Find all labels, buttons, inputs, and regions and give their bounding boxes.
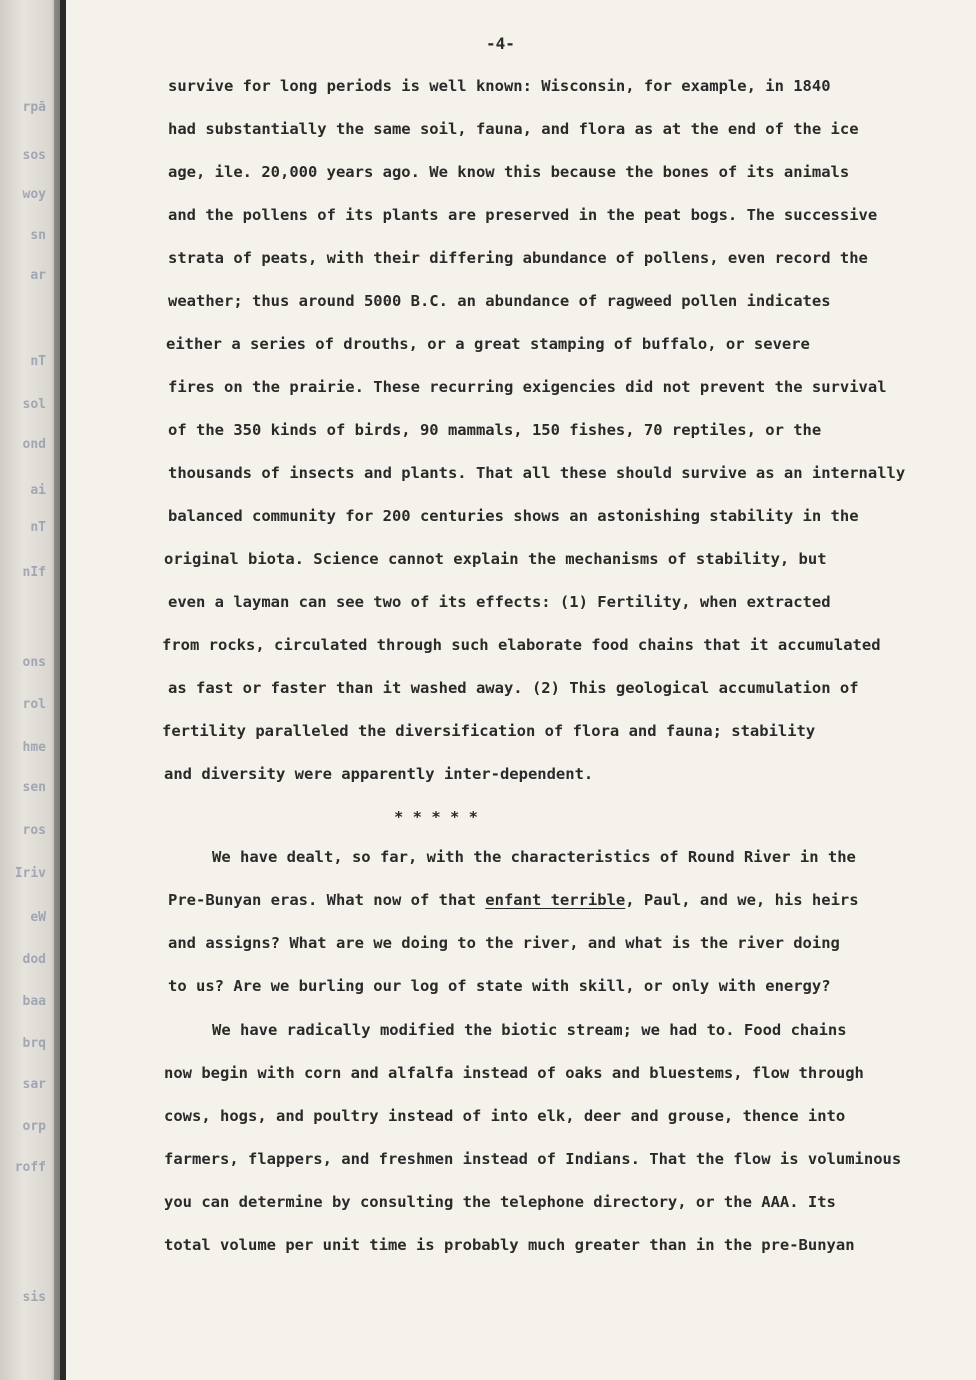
bleed-through-fragment: baa (22, 994, 46, 1009)
bleed-through-fragment: sol (22, 397, 46, 412)
bleed-through-fragment: orp (22, 1119, 46, 1134)
text-line: and assigns? What are we doing to the river, and what is the river doing (168, 934, 840, 952)
bleed-through-fragment: roff (14, 1160, 46, 1175)
text-line: age, ile. 20,000 years ago. We know this because the bones of its animals (168, 163, 850, 181)
text-line: you can determine by consulting the telephone directory, or the AAA. Its (164, 1193, 836, 1211)
text-line: original biota. Science cannot explain the mechanisms of stability, but (164, 550, 827, 568)
text-line: cows, hogs, and poultry instead of into elk, deer and grouse, thence into (164, 1107, 846, 1125)
bleed-through-fragment: sen (22, 780, 46, 795)
text-line: and diversity were apparently inter-dependent. (164, 765, 594, 783)
bleed-through-fragment: sos (22, 148, 46, 163)
bleed-through-fragment: nIf (22, 565, 46, 580)
bleed-through-fragment: sis (22, 1290, 46, 1305)
text-line: to us? Are we burling our log of state with skill, or only with energy? (168, 977, 831, 995)
text-line: thousands of insects and plants. That all these should survive as an internally (168, 464, 906, 482)
bleed-through-fragment: brq (22, 1036, 46, 1051)
text-line: Pre-Bunyan eras. What now of that enfant terrible, Paul, and we, his heirs (168, 891, 859, 909)
text-line: balanced community for 200 centuries shows an astonishing stability in the (168, 507, 859, 525)
text-line: and the pollens of its plants are preserved in the peat bogs. The successive (168, 206, 878, 224)
bleed-through-fragment: ar (30, 268, 46, 283)
text-line: fires on the prairie. These recurring exigencies did not prevent the survival (168, 378, 887, 396)
bleed-through-fragment: woy (22, 187, 46, 202)
facing-page-bleed-through (0, 0, 48, 1380)
bleed-through-fragment: dod (22, 952, 46, 967)
page-sheet (66, 0, 976, 1380)
bleed-through-fragment: ons (22, 655, 46, 670)
bleed-through-fragment: hme (22, 740, 46, 755)
bleed-through-fragment: nT (30, 354, 46, 369)
section-separator: * * * * * (394, 808, 478, 826)
text-line: weather; thus around 5000 B.C. an abundance of ragweed pollen indicates (168, 292, 831, 310)
text-line: even a layman can see two of its effects: (1) Fertility, when extracted (168, 593, 831, 611)
bleed-through-fragment: rpā (22, 100, 46, 115)
underlined-phrase: enfant terrible (485, 891, 626, 909)
text-line: had substantially the same soil, fauna, and flora as at the end of the ice (168, 120, 859, 138)
text-line: farmers, flappers, and freshmen instead of Indians. That the flow is voluminous (164, 1150, 902, 1168)
text-line: either a series of drouths, or a great stamping of buffalo, or severe (166, 335, 810, 353)
bleed-through-fragment: ond (22, 437, 46, 452)
text-line: from rocks, circulated through such elaborate food chains that it accumulated (162, 636, 881, 654)
text-line: of the 350 kinds of birds, 90 mammals, 150 fishes, 70 reptiles, or the (168, 421, 822, 439)
page-number: -4- (486, 34, 515, 53)
text-line: now begin with corn and alfalfa instead of oaks and bluestems, flow through (164, 1064, 864, 1082)
bleed-through-fragment: sn (30, 228, 46, 243)
text-line: We have dealt, so far, with the characteristics of Round River in the (212, 848, 856, 866)
text-line: strata of peats, with their differing abundance of pollens, even record the (168, 249, 868, 267)
text-line: as fast or faster than it washed away. (2) This geological accumulation of (168, 679, 859, 697)
bleed-through-fragment: nT (30, 520, 46, 535)
text-line: total volume per unit time is probably much greater than in the pre-Bunyan (164, 1236, 855, 1254)
bleed-through-fragment: eW (30, 910, 46, 925)
bleed-through-fragment: ai (30, 483, 46, 498)
text-line: survive for long periods is well known: Wisconsin, for example, in 1840 (168, 77, 831, 95)
bleed-through-fragment: Iriv (14, 866, 46, 881)
text-line: fertility paralleled the diversification of flora and fauna; stability (162, 722, 816, 740)
bleed-through-fragment: rol (22, 697, 46, 712)
bleed-through-fragment: ros (22, 823, 46, 838)
bleed-through-fragment: sar (22, 1077, 46, 1092)
text-line: We have radically modified the biotic stream; we had to. Food chains (212, 1021, 847, 1039)
